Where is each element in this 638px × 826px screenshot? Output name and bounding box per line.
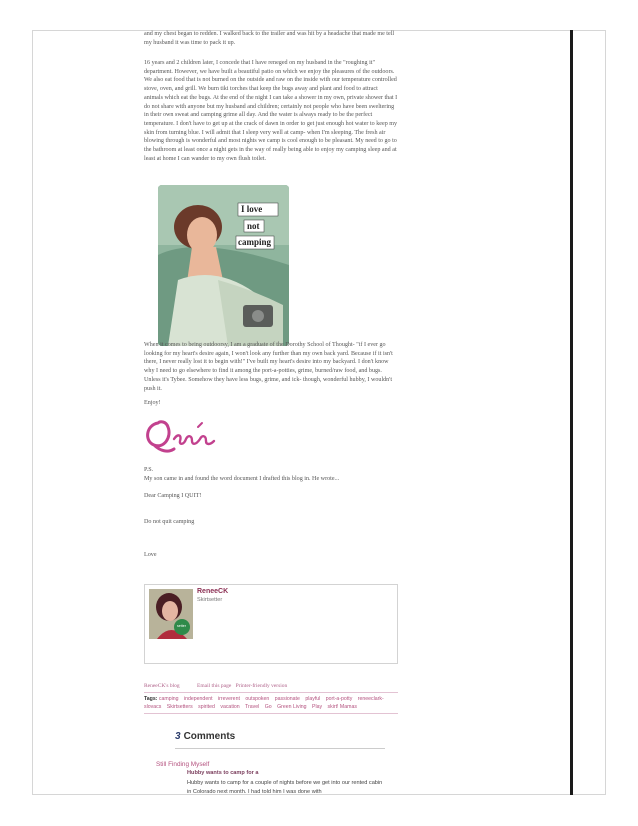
tag-link[interactable]: passionate xyxy=(274,696,300,702)
post-photo xyxy=(158,185,289,346)
tag-link[interactable]: Play xyxy=(311,703,323,710)
tag-link[interactable]: Skirtsetters xyxy=(166,703,193,710)
post-links xyxy=(144,683,303,689)
tag-link[interactable]: playful xyxy=(305,696,321,702)
vertical-divider-bar xyxy=(570,30,573,795)
email-page-link[interactable]: Email this page xyxy=(197,683,232,689)
author-blog-link[interactable]: ReneeCK's blog xyxy=(144,683,180,689)
tag-link[interactable]: skirt! Mamas xyxy=(327,703,357,710)
author-role: Skirtsetter xyxy=(197,597,223,603)
post-dear-camping: Dear Camping I QUIT! xyxy=(144,493,202,499)
tag-link[interactable]: outspoken xyxy=(245,696,270,702)
photo-text-camping: camping xyxy=(238,237,272,247)
tag-link[interactable]: Go xyxy=(264,703,272,710)
skirtsetter-badge: setter xyxy=(177,624,186,628)
tag-link[interactable]: vacation xyxy=(220,703,240,710)
vintage-woman-illustration xyxy=(158,185,289,346)
signature-image xyxy=(144,415,216,455)
tag-link[interactable]: port-a-potty xyxy=(325,696,353,702)
tag-link[interactable]: reneeclark-slovacs xyxy=(144,696,384,710)
post-enjoy: Enjoy! xyxy=(144,400,161,406)
comment-author-link[interactable]: Still Finding Myself xyxy=(156,761,210,768)
post-ps-label: P.S. xyxy=(144,467,154,473)
tags-label: Tags: xyxy=(144,696,158,702)
photo-text-not: not xyxy=(247,221,260,231)
tag-link[interactable]: Green Living xyxy=(277,703,307,710)
post-love: Love xyxy=(144,552,157,558)
comments-count: 3 xyxy=(175,731,181,742)
tag-link[interactable]: camping xyxy=(158,696,179,702)
tags-bar xyxy=(144,692,398,714)
comment-body: Hubby wants to camp for a couple of nights before we get into our rented cabin in Colorado next month. I had told him I was done with xyxy=(187,780,383,795)
post-paragraph-dorothy: When it comes to being outdoorsy, I am a graduate of the Dorothy School of Thought- "if I ever go looking for my heart's desire again, I won't look any further than my own back yard. Because if it isn't there, I never really lost it to begin with!" I've built my heart's desire into my backyard. I don't know why I need to go elsewhere to find it among the port-a-potties, grime, burned/raw food, and bugs. Unless it's Tybee. Somehow they have less bugs, grime, and ick- though, wonderful hubby, I wouldn't push it. xyxy=(144,342,393,392)
comments-divider xyxy=(175,748,385,749)
avatar[interactable] xyxy=(149,589,193,639)
author-name-link[interactable]: ReneeCK xyxy=(197,588,229,595)
comments-label: Comments xyxy=(183,731,236,742)
post-paragraph-intro: and my chest began to redden. I walked back to the trailer and was hit by a headache that made me tell my husband it was time to pack it up. xyxy=(144,31,395,46)
author-card xyxy=(144,584,398,664)
photo-text-i-love: I love xyxy=(241,204,263,214)
comments-heading xyxy=(175,731,235,742)
comment-title[interactable]: Hubby wants to camp for a xyxy=(187,770,259,776)
tag-link[interactable]: Travel xyxy=(245,703,260,710)
post-do-not-quit: Do not quit camping xyxy=(144,519,195,525)
tag-link[interactable]: independent xyxy=(183,696,213,702)
post-paragraph-main: 16 years and 2 children later, I concede that I have reneged on my husband in the "roughing it" department. However, we have built a beautiful patio on which we enjoy the pleasures of the outdoors. We also eat food that is not burned on the outside and raw on the inside with our temperature controlled stove, oven, and grill. We burn tiki torches that keep the bugs away and plant and food to attract animals which eat the bugs. At the end of the night I can take a shower in my own, private shower that I do not share with anyone but my husband and children; certainly not people who have been sweltering in their own sweat and camping grime all day. And the water is always ready to be the perfect temperature. I don't have to get up at the crack of dawn in order to get just enough hot water to keep my skin from turning blue. I will admit that I sleep very well at camp- when I'm sleeping. The fresh air blowing through is wonderful and most nights we camp is cool enough to be pleasant. My need to go to the bathroom at least once a night gets in the way of really being able to enjoy my camping sleep and at least at home I can wander to my own flush toilet. xyxy=(144,60,398,162)
tag-link[interactable]: irreverent xyxy=(217,696,240,702)
tag-link[interactable]: spirited xyxy=(198,703,215,710)
printer-friendly-link[interactable]: Printer-friendly version xyxy=(235,683,288,689)
author-photo xyxy=(149,589,193,639)
post-ps-text: My son came in and found the word document I drafted this blog in. He wrote... xyxy=(144,476,340,482)
